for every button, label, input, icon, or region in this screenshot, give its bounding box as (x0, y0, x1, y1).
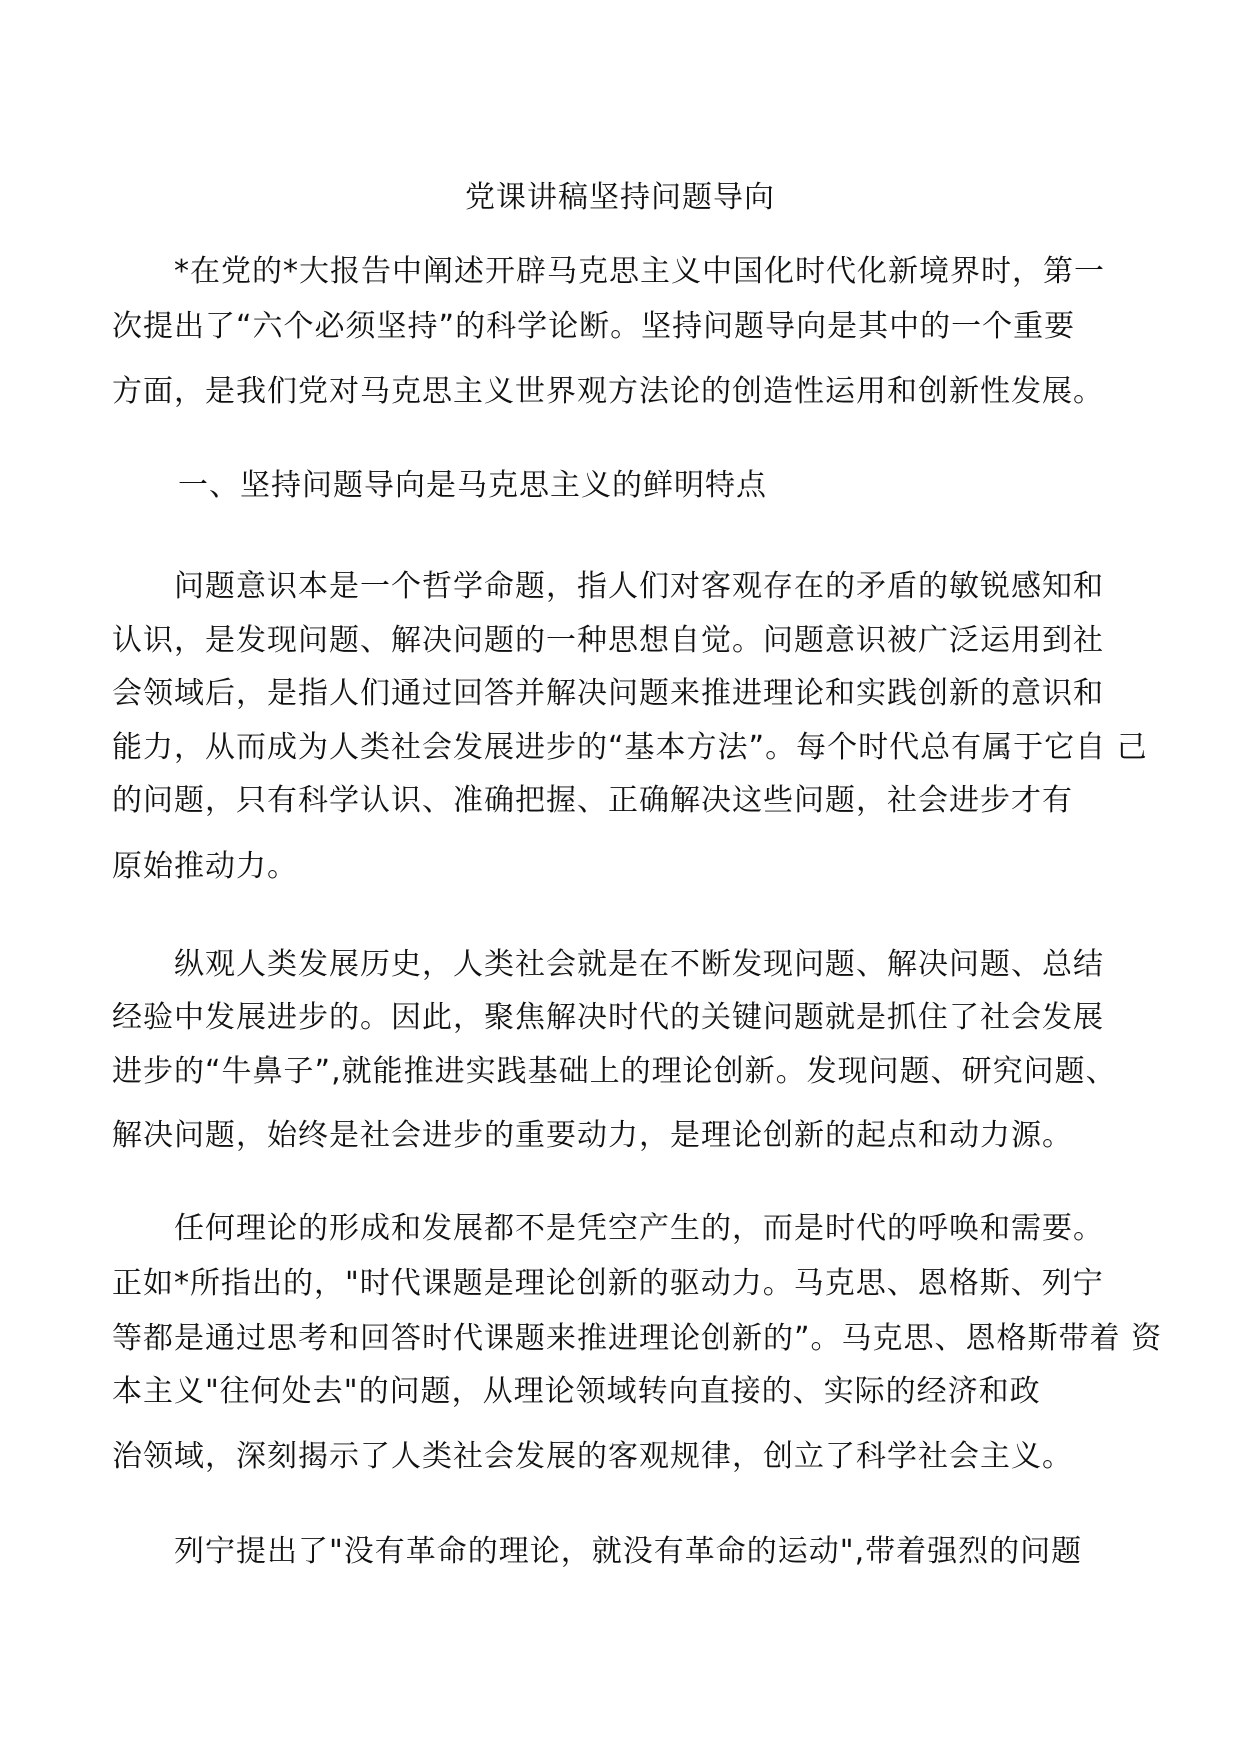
paragraph-line: 问题意识本是一个哲学命题，指人们对客观存在的矛盾的敏锐感知和 (174, 569, 1104, 604)
paragraph-line: 正如*所指出的，"时代课题是理论创新的驱动力。马克思、恩格斯、列宁 (112, 1266, 1104, 1301)
paragraph-line: 的问题，只有科学认识、准确把握、正确解决这些问题，社会进步才有 (112, 783, 1073, 818)
paragraph-line: 等都是通过思考和回答时代课题来推进理论创新的”。马克思、恩格斯带着 资 (112, 1321, 1163, 1356)
paragraph-line: 治领域，深刻揭示了人类社会发展的客观规律，创立了科学社会主义。 (112, 1439, 1073, 1474)
paragraph-line: 方面，是我们党对马克思主义世界观方法论的创造性运用和创新性发展。 (112, 374, 1104, 409)
paragraph-line: 能力，从而成为人类社会发展进步的“基本方法”。每个时代总有属于它自 己 (112, 730, 1148, 765)
paragraph-line: 纵观人类发展历史，人类社会就是在不断发现问题、解决问题、总结 (174, 947, 1104, 982)
paragraph-line: 进步的“牛鼻子”,就能推进实践基础上的理论创新。发现问题、研究问题、 (112, 1054, 1117, 1089)
section-heading: 一、坚持问题导向是马克思主义的鲜明特点 (178, 468, 767, 503)
paragraph-line: 认识，是发现问题、解决问题的一种思想自觉。问题意识被广泛运用到社 (112, 623, 1104, 658)
paragraph-line: 解决问题，始终是社会进步的重要动力，是理论创新的起点和动力源。 (112, 1118, 1073, 1153)
paragraph-line: 会领域后，是指人们通过回答并解决问题来推进理论和实践创新的意识和 (112, 676, 1104, 711)
paragraph-line: *在党的*大报告中阐述开辟马克思主义中国化时代化新境界时，第一 (174, 254, 1105, 289)
paragraph-line: 经验中发展进步的。因此，聚焦解决时代的关键问题就是抓住了社会发展 (112, 1000, 1104, 1035)
paragraph-line: 原始推动力。 (112, 849, 298, 884)
document-title: 党课讲稿坚持问题导向 (465, 180, 775, 215)
paragraph-line: 次提出了“六个必须坚持”的科学论断。坚持问题导向是其中的一个重要 (112, 309, 1076, 344)
paragraph-line: 本主义"往何处去"的问题，从理论领域转向直接的、实际的经济和政 (112, 1374, 1041, 1409)
paragraph-line: 任何理论的形成和发展都不是凭空产生的，而是时代的呼唤和需要。 (174, 1211, 1104, 1246)
paragraph-line: 列宁提出了"没有革命的理论，就没有革命的运动",带着强烈的问题 (174, 1534, 1083, 1569)
